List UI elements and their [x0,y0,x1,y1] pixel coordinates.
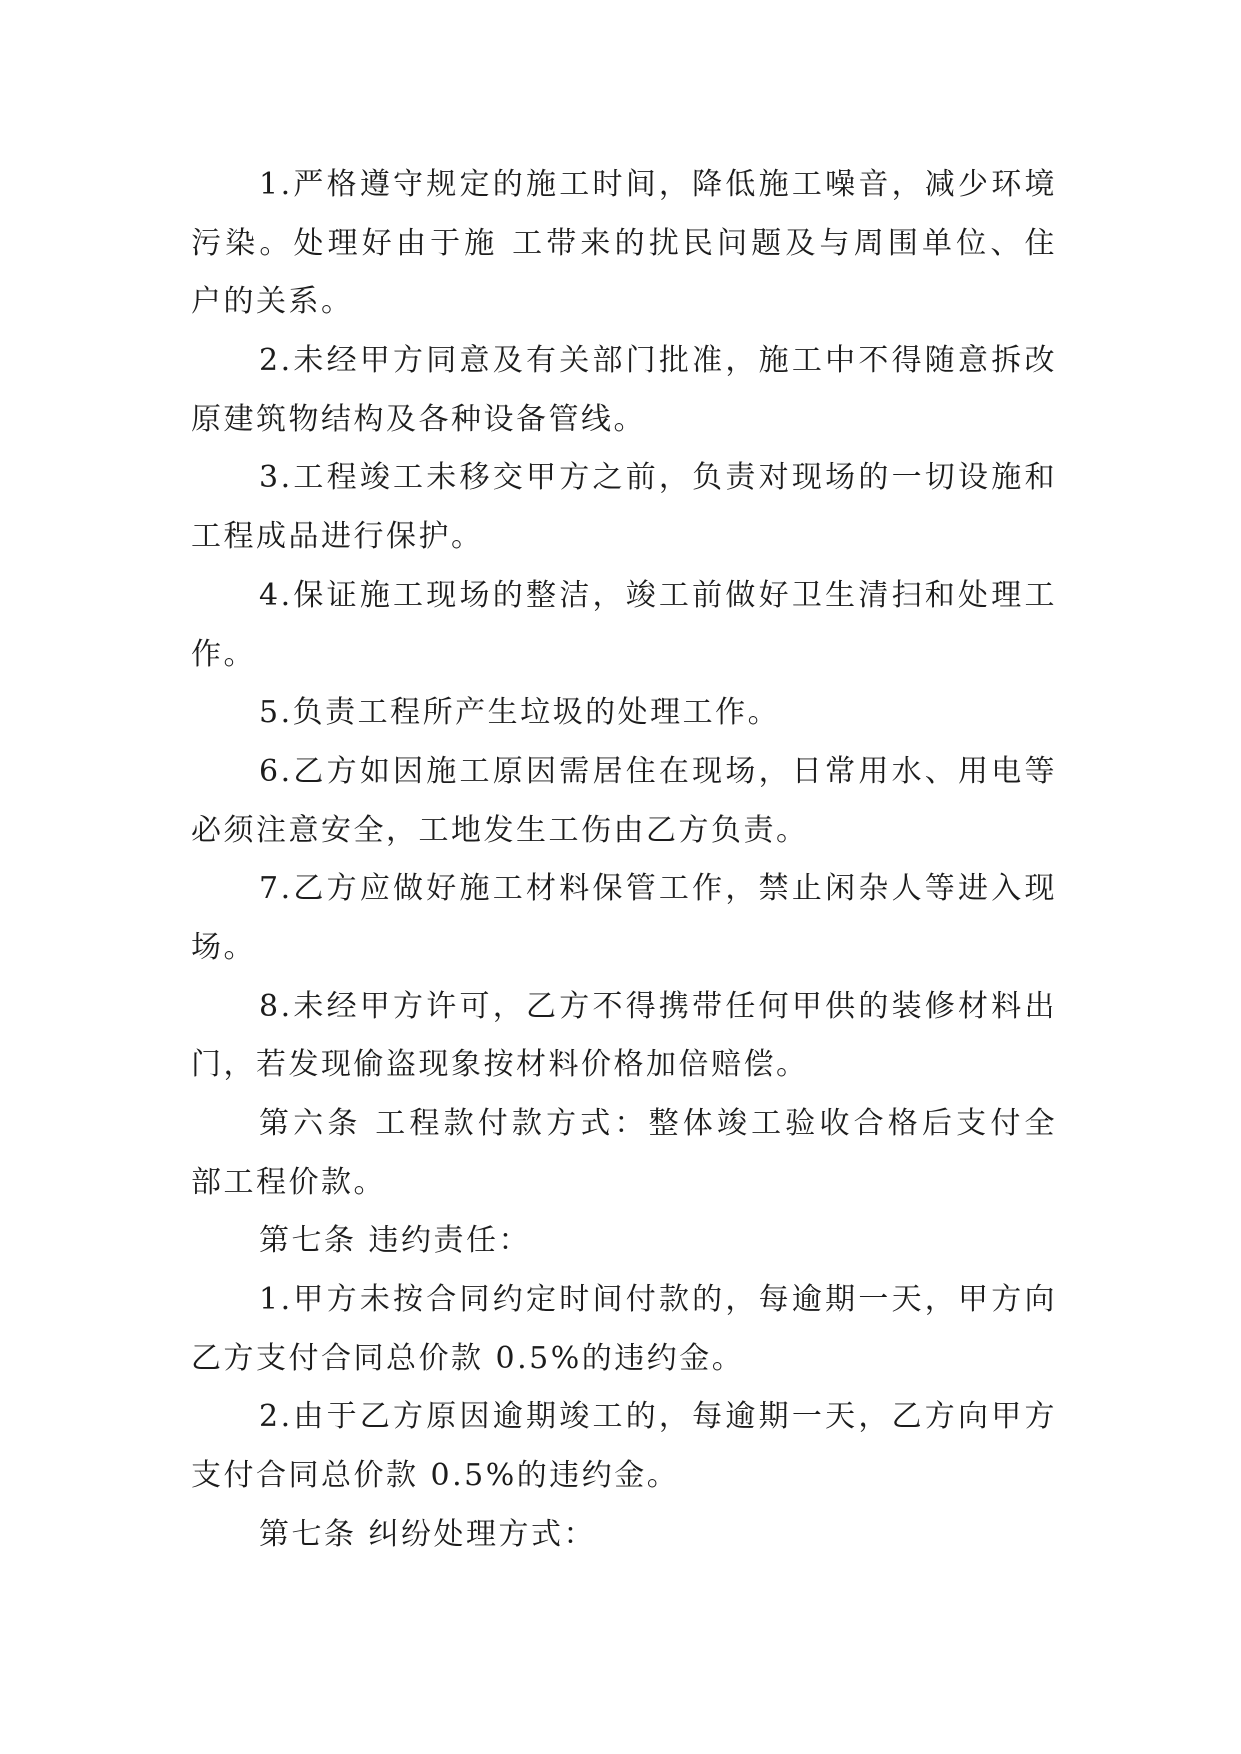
clause-6-paragraph [191,743,1057,860]
text-line: 原建筑物结构及各种设备管线。 [191,401,646,437]
text-line: 部工程价款。 [191,1164,386,1200]
text-line: 2.由于乙方原因逾期竣工的，每逾期一天，乙方向甲方 [259,1399,1057,1435]
article-6-paragraph [191,1095,1057,1212]
text-line: 3.工程竣工未移交甲方之前，负责对现场的一切设施和 [259,460,1057,496]
text-line: 5.负责工程所产生垃圾的处理工作。 [259,695,781,731]
text-line: 作。 [191,636,256,672]
clause-4-paragraph [191,567,1057,684]
text-line: 第七条 纠纷处理方式： [259,1516,597,1552]
text-line: 工程成品进行保护。 [191,519,484,555]
clause-5-paragraph [191,684,1057,743]
text-line: 污染。处理好由于施 工带来的扰民问题及与周围单位、住 [191,225,1057,261]
text-line: 1.甲方未按合同约定时间付款的，每逾期一天，甲方向 [259,1282,1057,1318]
text-line: 4.保证施工现场的整洁，竣工前做好卫生清扫和处理工 [259,577,1057,613]
breach-item-2-paragraph [191,1388,1057,1505]
text-line: 1.严格遵守规定的施工时间，降低施工噪音，减少环境 [259,167,1057,202]
article-7-breach-heading [191,1212,1057,1271]
text-line: 必须注意安全，工地发生工伤由乙方负责。 [191,812,809,848]
text-line: 户的关系。 [191,284,354,320]
document-body [191,156,1057,1565]
text-line: 第六条 工程款付款方式：整体竣工验收合格后支付全 [259,1106,1057,1141]
text-line: 乙方支付合同总价款 0.5%的违约金。 [191,1340,745,1376]
text-line: 支付合同总价款 0.5%的违约金。 [191,1458,680,1494]
breach-item-1-paragraph [191,1271,1057,1388]
clause-1-paragraph [191,156,1057,332]
text-line: 场。 [191,929,256,965]
clause-8-paragraph [191,978,1057,1095]
clause-2-paragraph [191,332,1057,449]
text-line: 门，若发现偷盗现象按材料价格加倍赔偿。 [191,1047,809,1083]
article-7-dispute-heading [191,1506,1057,1565]
text-line: 第七条 违约责任： [259,1223,532,1259]
clause-3-paragraph [191,449,1057,566]
text-line: 2.未经甲方同意及有关部门批准，施工中不得随意拆改 [259,343,1057,379]
text-line: 7.乙方应做好施工材料保管工作，禁止闲杂人等进入现 [259,871,1057,907]
text-line: 6.乙方如因施工原因需居住在现场，日常用水、用电等 [259,753,1057,789]
text-line: 8.未经甲方许可，乙方不得携带任何甲供的装修材料出 [259,988,1057,1024]
clause-7-paragraph [191,860,1057,977]
